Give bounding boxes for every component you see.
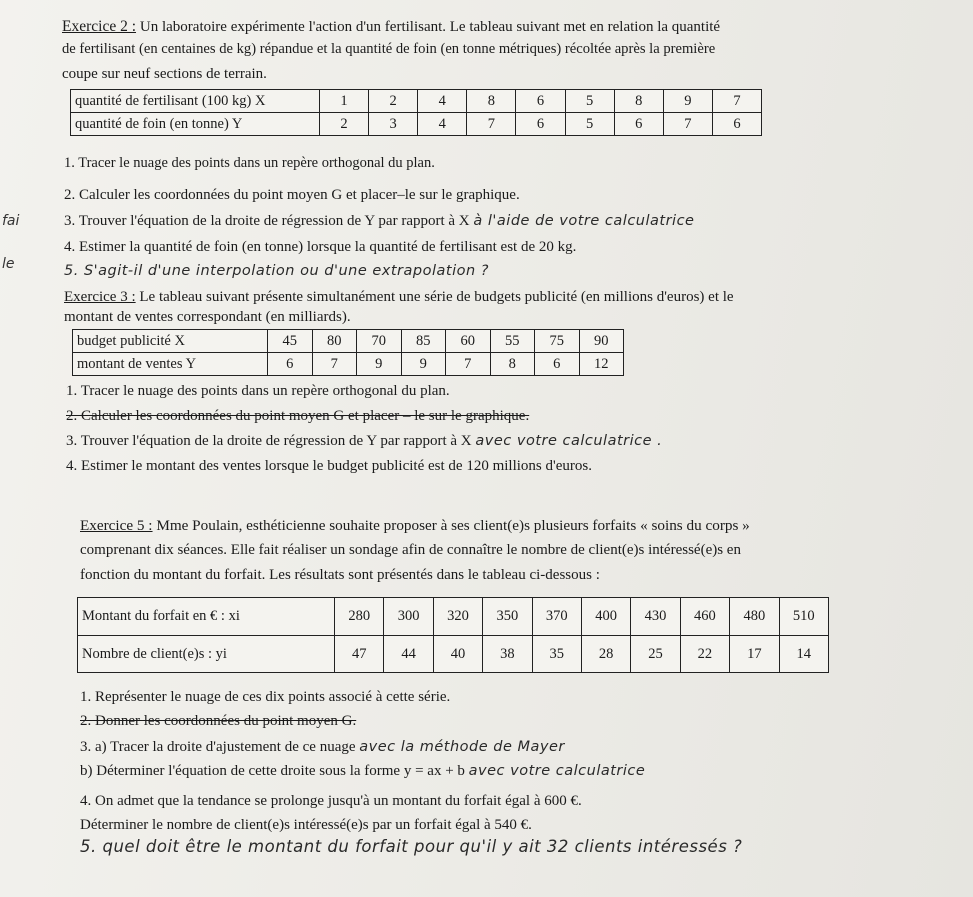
ex3-q3-text: 3. Trouver l'équation de la droite de régression de Y par rapport à X: [66, 433, 472, 449]
ex5-q3a: [80, 738, 565, 756]
table-cell: 4: [418, 90, 467, 113]
ex5-intro-3: fonction du montant du forfait. Les résultats sont présentés dans le tableau ci-dessous :: [80, 567, 600, 583]
ex3-q1: 1. Tracer le nuage des points dans un repère orthogonal du plan.: [66, 383, 450, 399]
ex2-title: Exercice 2 :: [62, 18, 137, 35]
table-cell: 300: [384, 598, 433, 636]
ex3-row-y: [73, 353, 624, 376]
ex2-row-x: [71, 90, 762, 113]
ex5-table: [77, 597, 829, 673]
table-cell: 350: [483, 598, 532, 636]
table-cell: 9: [357, 353, 402, 376]
table-cell: 320: [433, 598, 482, 636]
table-cell: 80: [312, 330, 357, 353]
table-cell: 8: [490, 353, 535, 376]
table-cell: 40: [433, 636, 482, 673]
ex3-row-x: [73, 330, 624, 353]
table-cell: 17: [730, 636, 779, 673]
table-cell: 35: [532, 636, 581, 673]
ex5-q3b-text: b) Déterminer l'équation de cette droite sous la forme y = ax + b: [80, 763, 465, 779]
table-cell: 12: [579, 353, 624, 376]
ex5-intro-2: comprenant dix séances. Elle fait réaliser un sondage afin de connaître le nombre de client(e)s intéressé(e)s en: [80, 542, 741, 558]
table-cell: 7: [712, 90, 761, 113]
table-cell: 28: [581, 636, 630, 673]
table-cell: 7: [467, 113, 516, 136]
ex3-q3: [66, 432, 662, 450]
ex5-row-x-label: Montant du forfait en € : xi: [78, 598, 335, 636]
ex5-row-y-label: Nombre de client(e)s : yi: [78, 636, 335, 673]
ex2-q3: [64, 212, 694, 230]
ex2-row-y: [71, 113, 762, 136]
table-cell: 25: [631, 636, 680, 673]
ex2-table: [70, 89, 762, 136]
ex2-q3-handwriting: à l'aide de votre calculatrice: [473, 213, 695, 229]
ex5-q3a-text: 3. a) Tracer la droite d'ajustement de ce nuage: [80, 739, 356, 755]
table-cell: 6: [516, 90, 565, 113]
table-cell: 8: [614, 90, 663, 113]
table-cell: 3: [369, 113, 418, 136]
ex2-row-x-label: quantité de fertilisant (100 kg) X: [71, 90, 320, 113]
table-cell: 6: [516, 113, 565, 136]
table-cell: 85: [401, 330, 446, 353]
ex5-q3a-handwriting: avec la méthode de Mayer: [359, 739, 565, 755]
table-cell: 6: [535, 353, 580, 376]
ex3-row-y-label: montant de ventes Y: [73, 353, 268, 376]
ex2-intro-2: de fertilisant (en centaines de kg) répandue et la quantité de foin (en tonne métriques) récoltée après la première: [62, 41, 716, 57]
margin-mark-1: fai: [2, 213, 20, 229]
table-cell: 8: [467, 90, 516, 113]
table-cell: 14: [779, 636, 828, 673]
table-cell: 370: [532, 598, 581, 636]
table-cell: 9: [663, 90, 712, 113]
table-cell: 60: [446, 330, 491, 353]
ex2-intro-1: Un laboratoire expérimente l'action d'un fertilisant. Le tableau suivant met en relation la quantité: [139, 19, 721, 35]
ex5-q4b: Déterminer le nombre de client(e)s intéressé(e)s par un forfait égal à 540 €.: [80, 817, 532, 833]
table-cell: 7: [446, 353, 491, 376]
table-cell: 480: [730, 598, 779, 636]
ex3-table: [72, 329, 624, 376]
ex5-row-y: [78, 636, 829, 673]
ex2-row-y-label: quantité de foin (en tonne) Y: [71, 113, 320, 136]
table-cell: 460: [680, 598, 729, 636]
table-cell: 9: [401, 353, 446, 376]
ex2-intro-3: coupe sur neuf sections de terrain.: [62, 66, 267, 82]
ex5-row-x: [78, 598, 829, 636]
ex5-heading: [80, 517, 750, 535]
ex3-intro-1: Le tableau suivant présente simultanément une série de budgets publicité (en millions d'euros) et le: [139, 289, 734, 305]
ex2-q1: 1. Tracer le nuage des points dans un repère orthogonal du plan.: [64, 155, 435, 171]
table-cell: 5: [565, 90, 614, 113]
table-cell: 22: [680, 636, 729, 673]
table-cell: 6: [268, 353, 313, 376]
table-cell: 510: [779, 598, 828, 636]
ex2-q4: 4. Estimer la quantité de foin (en tonne) lorsque la quantité de fertilisant est de 20 kg.: [64, 239, 577, 255]
table-cell: 45: [268, 330, 313, 353]
table-cell: 70: [357, 330, 402, 353]
ex3-row-x-label: budget publicité X: [73, 330, 268, 353]
ex5-intro-1: Mme Poulain, esthéticienne souhaite proposer à ses client(e)s plusieurs forfaits « soins du corps »: [156, 517, 750, 534]
margin-mark-2: le: [2, 256, 15, 272]
ex5-title: Exercice 5 :: [80, 517, 153, 534]
table-cell: 44: [384, 636, 433, 673]
table-cell: 47: [335, 636, 384, 673]
table-cell: 7: [312, 353, 357, 376]
ex2-heading: [62, 18, 720, 36]
ex2-q3-text: 3. Trouver l'équation de la droite de régression de Y par rapport à X: [64, 213, 470, 229]
table-cell: 2: [320, 113, 369, 136]
table-cell: 5: [565, 113, 614, 136]
table-cell: 2: [369, 90, 418, 113]
ex3-q2: 2. Calculer les coordonnées du point moyen G et placer – le sur le graphique.: [66, 408, 530, 424]
ex3-title: Exercice 3 :: [64, 289, 136, 305]
table-cell: 1: [320, 90, 369, 113]
table-cell: 400: [581, 598, 630, 636]
table-cell: 38: [483, 636, 532, 673]
table-cell: 6: [712, 113, 761, 136]
ex3-q3-handwriting: avec votre calculatrice .: [475, 433, 663, 449]
ex5-q5-handwriting: 5. quel doit être le montant du forfait pour qu'il y ait 32 clients intéressés ?: [80, 837, 743, 856]
ex3-heading: [64, 288, 734, 306]
table-cell: 90: [579, 330, 624, 353]
ex5-q2: 2. Donner les coordonnées du point moyen G.: [80, 713, 357, 729]
table-cell: 430: [631, 598, 680, 636]
table-cell: 55: [490, 330, 535, 353]
ex2-q2: 2. Calculer les coordonnées du point moyen G et placer–le sur le graphique.: [64, 187, 520, 203]
ex2-q5-handwriting: 5. S'agit-il d'une interpolation ou d'une extrapolation ?: [64, 263, 489, 279]
ex3-q4: 4. Estimer le montant des ventes lorsque le budget publicité est de 120 millions d'euros.: [66, 458, 592, 474]
ex3-intro-2: montant de ventes correspondant (en milliards).: [64, 309, 351, 325]
table-cell: 6: [614, 113, 663, 136]
ex5-q1: 1. Représenter le nuage de ces dix points associé à cette série.: [80, 689, 451, 705]
table-cell: 75: [535, 330, 580, 353]
table-cell: 280: [335, 598, 384, 636]
ex5-q4a: 4. On admet que la tendance se prolonge jusqu'à un montant du forfait égal à 600 €.: [80, 793, 582, 809]
table-cell: 4: [418, 113, 467, 136]
table-cell: 7: [663, 113, 712, 136]
ex5-q3b: [80, 762, 645, 780]
ex5-q3b-handwriting: avec votre calculatrice: [468, 763, 646, 779]
